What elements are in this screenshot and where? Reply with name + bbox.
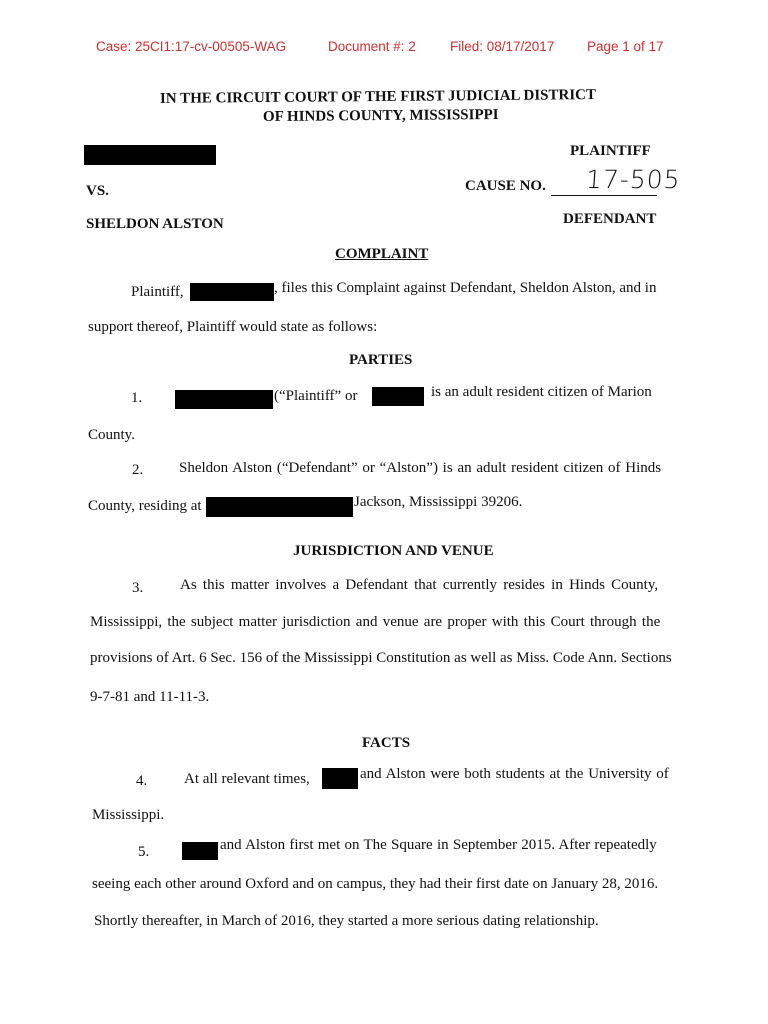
para-3-text-line3: provisions of Art. 6 Sec. 156 of the Mississippi Constitution as well as Miss. Code Ann. Sections [90,650,672,666]
stamp-document: Document #: 2 [328,39,416,54]
redacted-plaintiff-name [84,145,216,165]
cause-number-handwritten: 17-505 [584,165,682,194]
redacted-name [190,283,274,301]
para-5-text-line2: seeing each other around Oxford and on campus, they had their first date on January 28, 2016. [92,876,659,892]
redacted-name [372,387,424,406]
stamp-case: Case: 25CI1:17-cv-00505-WAG [96,39,287,54]
redacted-name [182,842,218,860]
para-4-number: 4. [136,773,148,789]
para-4-text-a: At all relevant times, [184,771,310,787]
versus-label: VS. [86,183,109,199]
redacted-name [322,768,358,789]
para-4-text-line2: Mississippi. [92,807,165,823]
para-2-text-line2a: County, residing at [88,498,202,514]
document-title: COMPLAINT [335,246,429,262]
para-3-text-line1: As this matter involves a Defendant that currently resides in Hinds County, [180,577,659,593]
intro-plaintiff-word: Plaintiff, [131,284,184,300]
intro-text: , files this Complaint against Defendant, Sheldon Alston, and in [274,280,657,296]
plaintiff-label: PLAINTIFF [570,143,651,159]
defendant-label: DEFENDANT [563,211,657,227]
para-2-text-line2b: Jackson, Mississippi 39206. [354,494,523,510]
stamp-filed: Filed: 08/17/2017 [450,39,555,54]
para-4-text-b: and Alston were both students at the University of [360,766,669,782]
cause-number-line [551,195,657,196]
section-heading-parties: PARTIES [349,352,413,368]
para-1-text-b: is an adult resident citizen of Marion [431,384,652,400]
court-title-line2: OF HINDS COUNTY, MISSISSIPPI [262,106,499,126]
intro-text-line2: support thereof, Plaintiff would state as follows: [88,319,378,335]
redacted-address [206,497,353,517]
para-1-text-line2: County. [88,427,135,443]
court-title-line1: IN THE CIRCUIT COURT OF THE FIRST JUDICIAL DISTRICT [159,87,597,107]
para-2-number: 2. [132,462,144,478]
para-1-number: 1. [131,390,143,406]
section-heading-facts: FACTS [362,735,411,751]
para-2-text-line1: Sheldon Alston (“Defendant” or “Alston”) is an adult resident citizen of Hinds [179,460,662,476]
para-5-text-a: and Alston first met on The Square in September 2015. After repeatedly [220,837,657,853]
section-heading-jurisdiction: JURISDICTION AND VENUE [293,543,494,559]
defendant-name: SHELDON ALSTON [86,216,224,232]
para-3-text-line4: 9-7-81 and 11-11-3. [90,689,210,705]
cause-number-label: CAUSE NO. [465,178,546,194]
para-1-text-a: (“Plaintiff” or [274,388,358,404]
stamp-page: Page 1 of 17 [587,39,664,54]
para-3-text-line2: Mississippi, the subject matter jurisdiction and venue are proper with this Court through the [90,614,661,630]
redacted-name [175,390,273,409]
para-5-number: 5. [138,844,150,860]
para-5-text-line3: Shortly thereafter, in March of 2016, they started a more serious dating relationship. [94,913,599,929]
para-3-number: 3. [132,580,144,596]
